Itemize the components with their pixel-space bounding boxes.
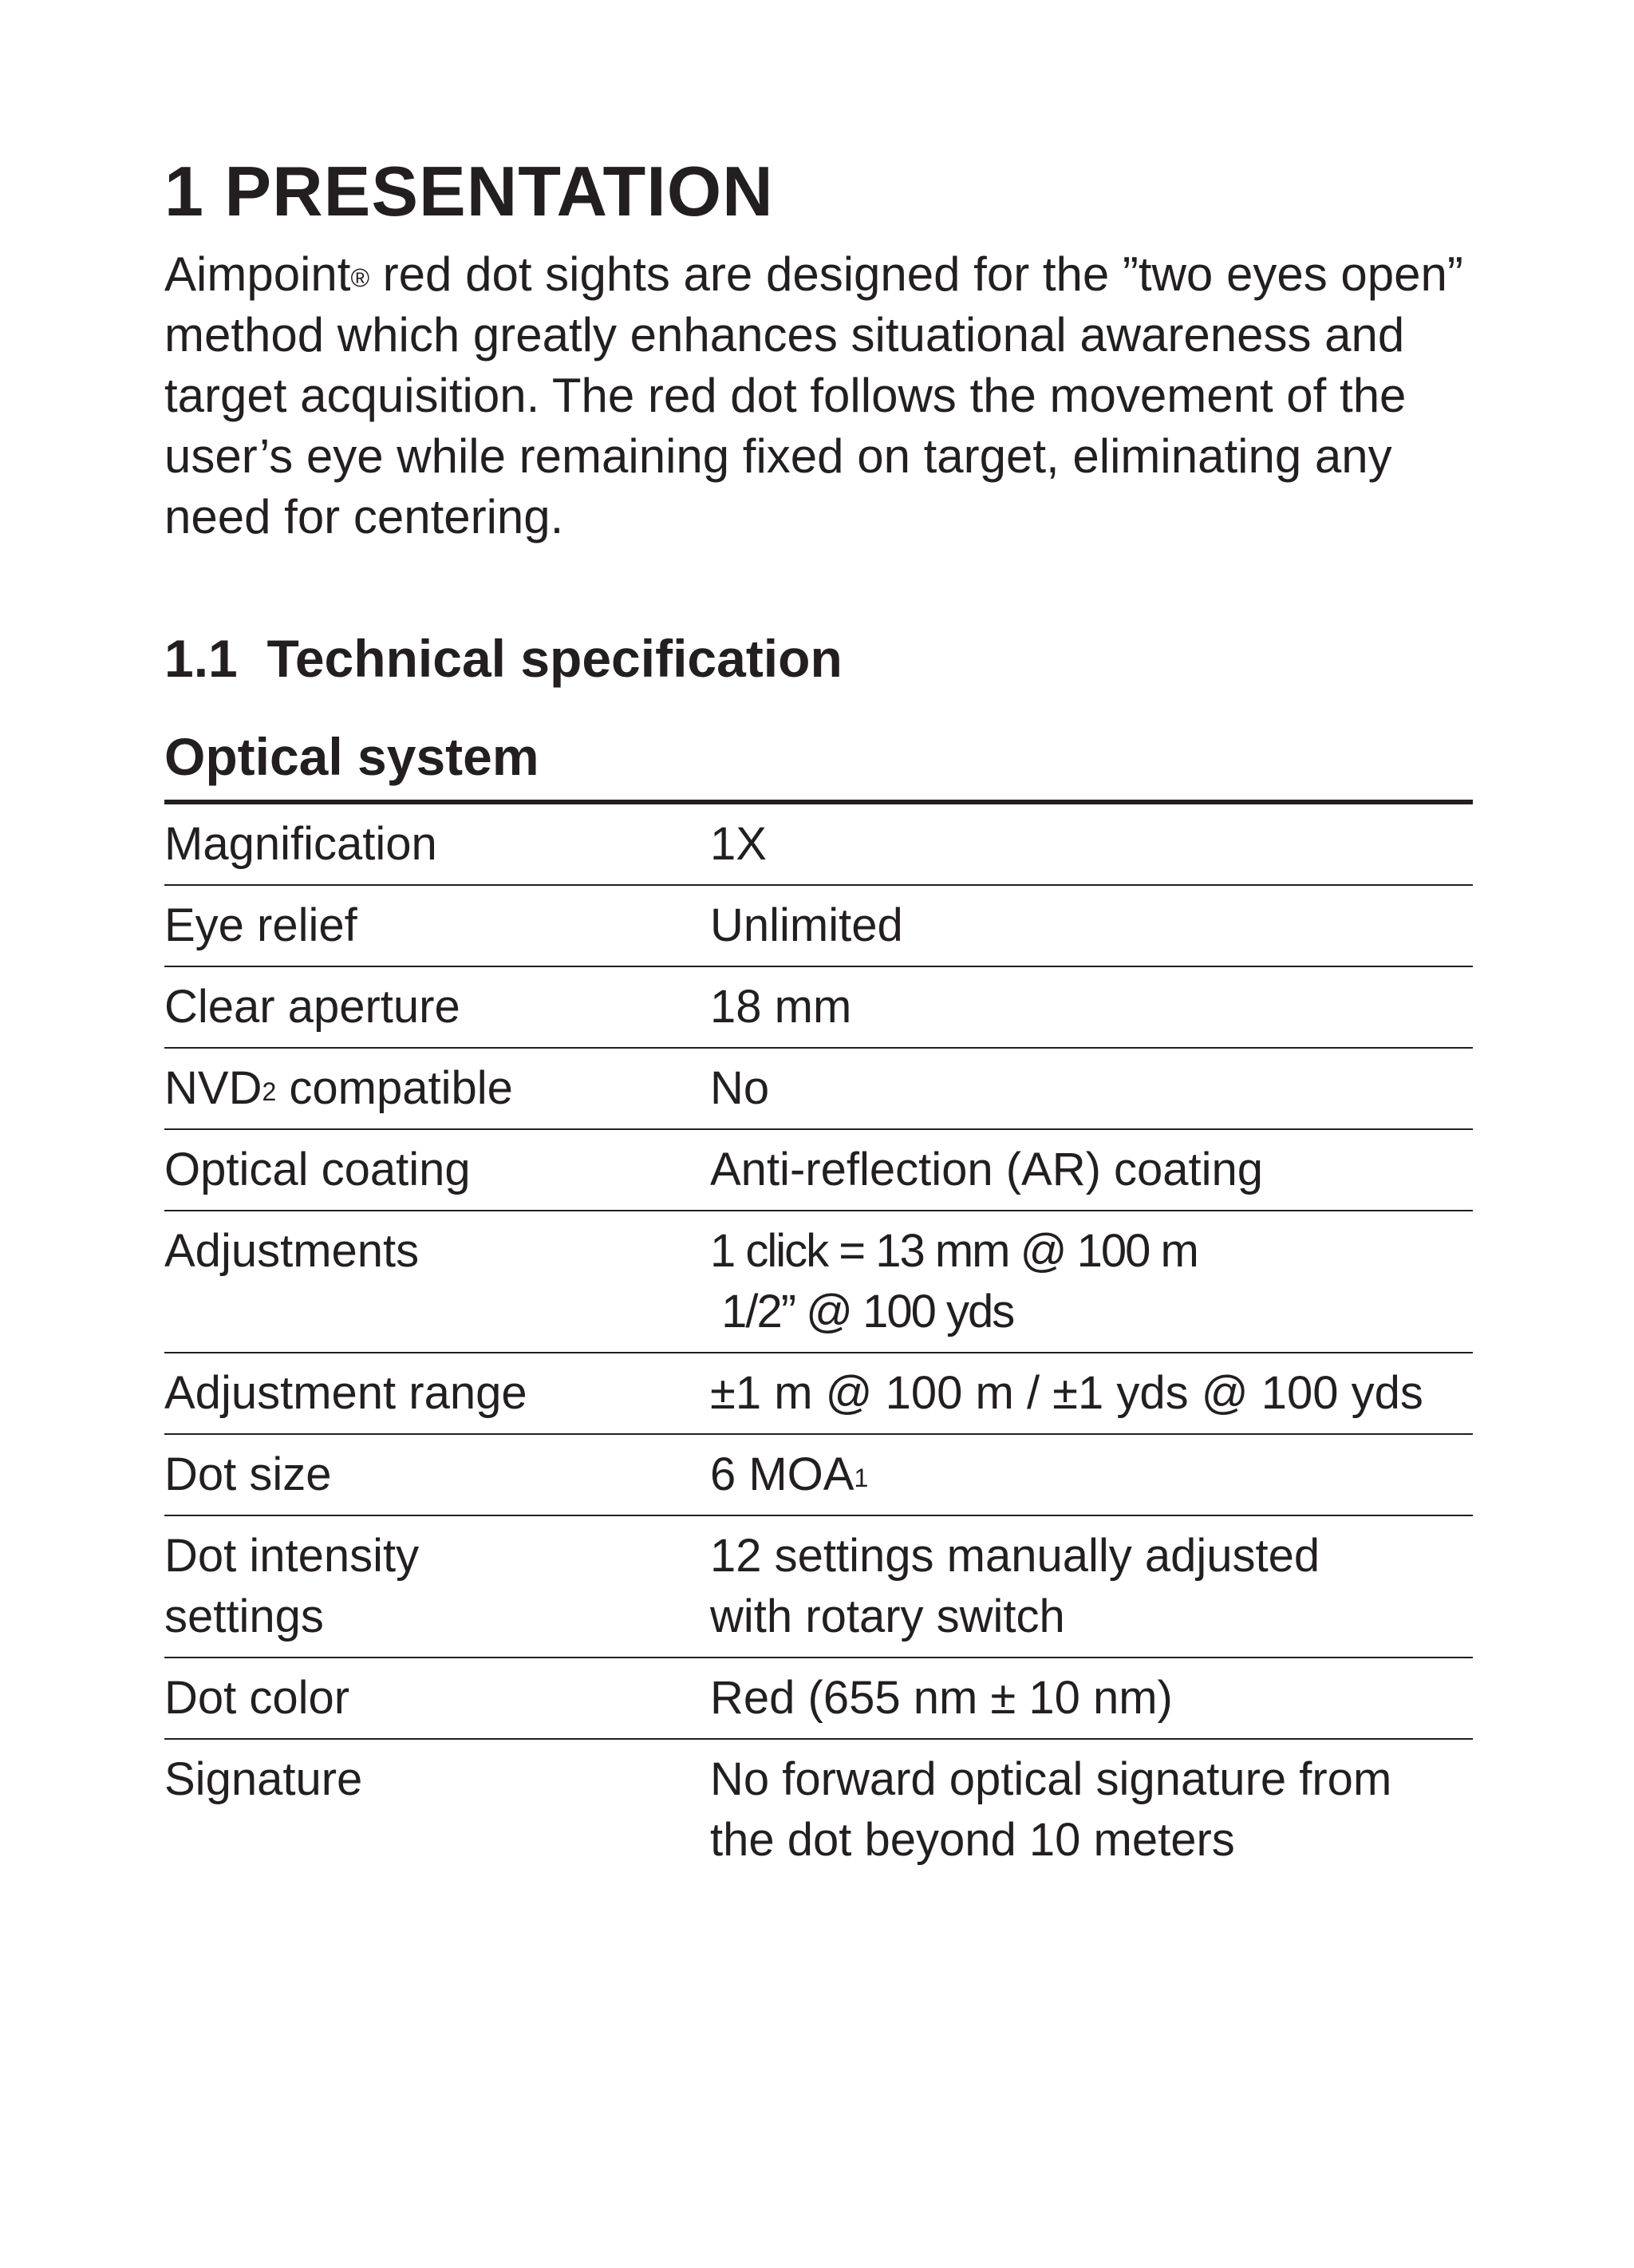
spec-row-dot-color xyxy=(164,1658,1473,1739)
spec-value-line: No forward optical signature from xyxy=(710,1753,1392,1805)
spec-row-adjustments xyxy=(164,1211,1473,1353)
spec-row-dot-intensity xyxy=(164,1515,1473,1658)
intro-text: red dot sights are designed for the ”two eyes open” method which greatly enhances situational awareness and target acquisition. The red dot follows the movement of the user’s eye while remaining fixed on target, eliminating any need for centering. xyxy=(164,247,1463,543)
spec-label-line: Dot intensity xyxy=(164,1530,420,1582)
spec-label: Dot size xyxy=(164,1448,332,1500)
spec-label: Adjustments xyxy=(164,1225,420,1277)
spec-value: ±1 m @ 100 m / ±1 yds @ 100 yds xyxy=(710,1367,1423,1419)
spec-value: Red (655 nm ± 10 nm) xyxy=(710,1672,1173,1724)
spec-value xyxy=(710,1739,1473,1880)
document-page xyxy=(164,144,1473,1880)
spec-row-eye-relief xyxy=(164,885,1473,966)
spec-value: Anti-reflection (AR) coating xyxy=(710,1144,1264,1195)
spec-label-line: settings xyxy=(164,1590,324,1642)
spec-value xyxy=(710,1434,1473,1515)
spec-table xyxy=(164,804,1473,1880)
brand-name: Aimpoint xyxy=(164,247,351,301)
spec-row-dot-size xyxy=(164,1434,1473,1515)
section-title: Technical specification xyxy=(266,629,843,688)
spec-row-magnification xyxy=(164,804,1473,885)
spec-row-nvd-compatible xyxy=(164,1048,1473,1129)
spec-value-line: 12 settings manually adjusted xyxy=(710,1530,1320,1582)
spec-value: 1X xyxy=(710,818,767,870)
spec-value xyxy=(710,1211,1473,1353)
footnote-marker: 2 xyxy=(262,1077,277,1106)
spec-label: Signature xyxy=(164,1753,363,1805)
spec-row-signature xyxy=(164,1739,1473,1880)
spec-label: Clear aperture xyxy=(164,981,460,1033)
spec-label: Optical coating xyxy=(164,1144,471,1195)
spec-value-line: with rotary switch xyxy=(710,1590,1065,1642)
intro-paragraph xyxy=(164,244,1473,547)
spec-label: Adjustment range xyxy=(164,1367,527,1419)
spec-value-text: 6 MOA xyxy=(710,1448,854,1500)
spec-label-suffix: compatible xyxy=(276,1062,513,1114)
spec-value-line: 1/2” @ 100 yds xyxy=(710,1286,1014,1337)
spec-row-adjustment-range xyxy=(164,1353,1473,1434)
spec-label xyxy=(164,1048,710,1129)
spec-value-line: 1 click = 13 mm @ 100 m xyxy=(710,1225,1198,1277)
page-heading: 1 PRESENTATION xyxy=(164,152,774,231)
spec-row-optical-coating xyxy=(164,1129,1473,1211)
registered-mark: ® xyxy=(350,263,370,292)
section-number: 1.1 xyxy=(164,629,238,688)
spec-value-line: the dot beyond 10 meters xyxy=(710,1814,1235,1866)
spec-label: Dot color xyxy=(164,1672,350,1724)
spec-value: Unlimited xyxy=(710,899,903,951)
section-heading xyxy=(164,624,1473,693)
footnote-marker: 1 xyxy=(854,1464,869,1492)
spec-value: 18 mm xyxy=(710,981,852,1033)
subsection-heading: Optical system xyxy=(164,725,1473,804)
spec-value xyxy=(710,1515,1473,1658)
spec-row-clear-aperture xyxy=(164,966,1473,1048)
spec-value: No xyxy=(710,1062,770,1114)
spec-label xyxy=(164,1515,710,1658)
spec-label: Magnification xyxy=(164,818,437,870)
spec-label: Eye relief xyxy=(164,899,357,951)
spec-label-prefix: NVD xyxy=(164,1062,262,1114)
